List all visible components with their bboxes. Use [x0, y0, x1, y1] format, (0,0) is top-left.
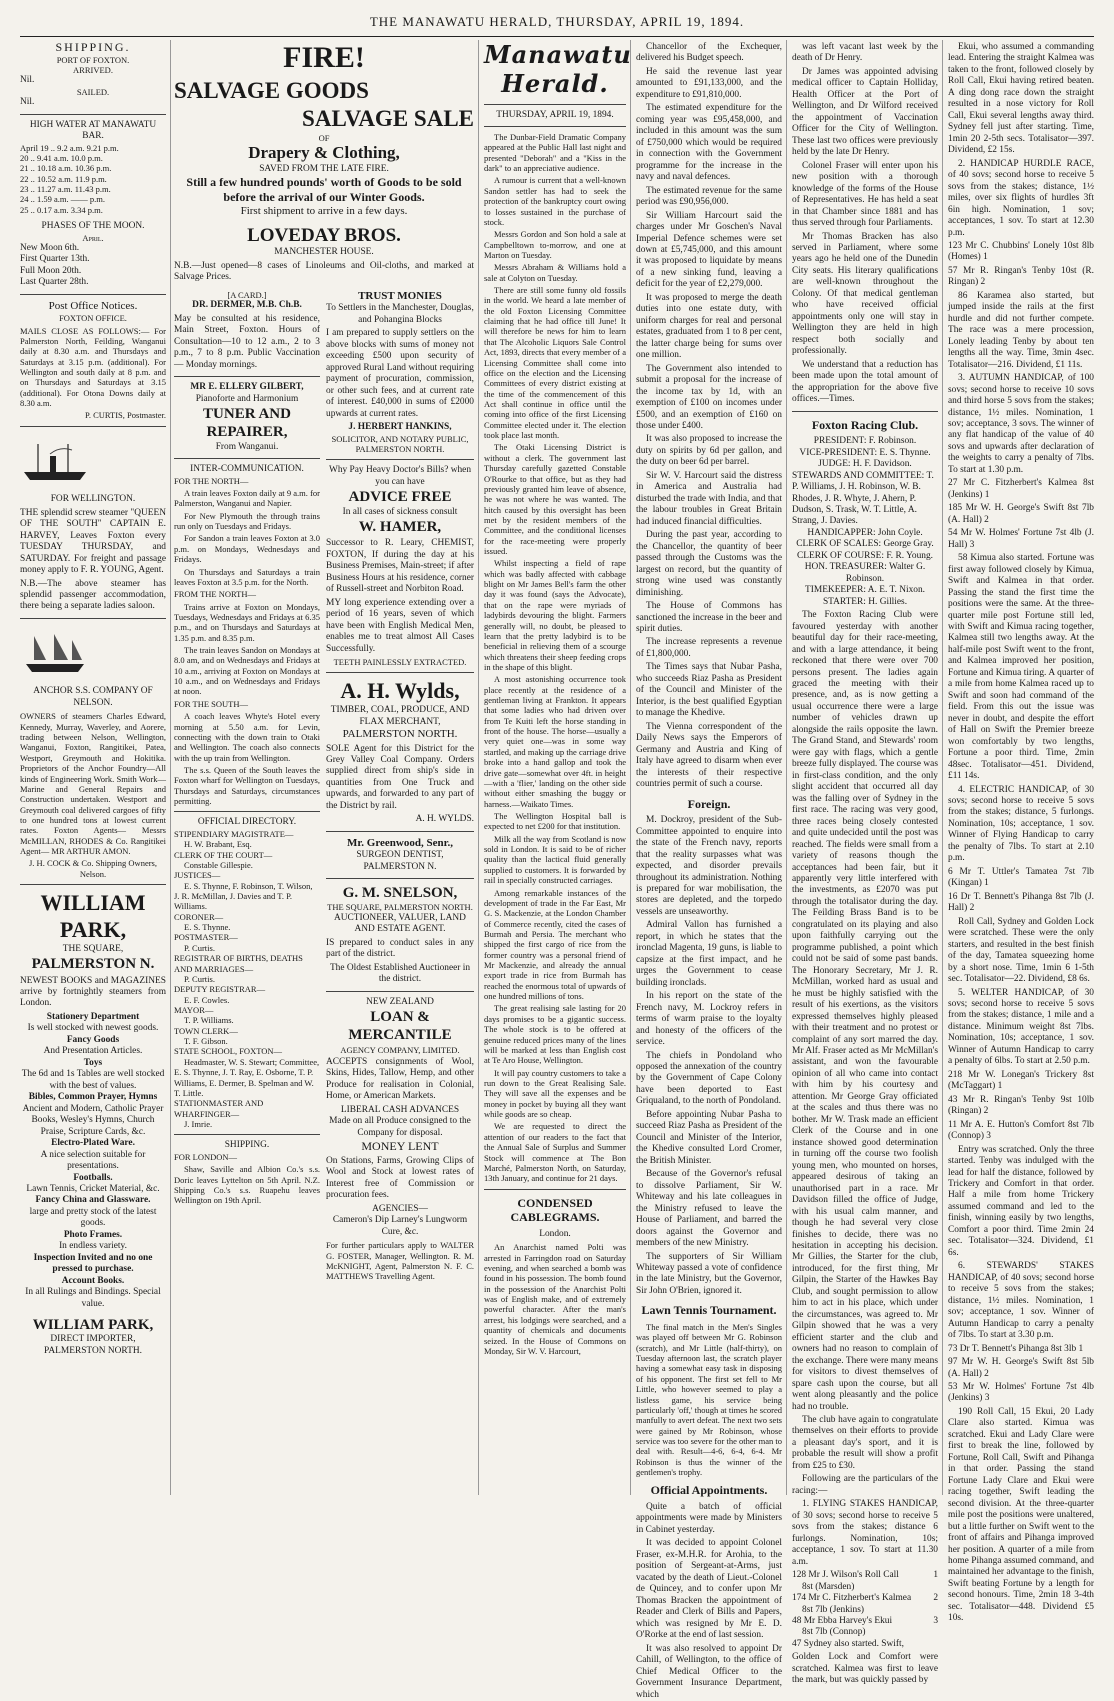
masthead-rule: [20, 36, 1094, 37]
foreign-title: Foreign.: [687, 796, 731, 811]
cablegrams-paragraph: An Anarchist named Polti was arrested in Farringdon road on Saturday evening, and when searched a bomb was found in his possession. The bomb found in the possession of the Anarchist Polti was of English make, and of extremely powerful character. After the man's arrest, his lodgings were searched, and a quantity of chemicals and documents seized. In the House of Commons on Monday, Sir W. V. Harcourt,: [484, 1242, 626, 1356]
money-lent: MONEY LENT: [361, 1139, 439, 1154]
officer: JUDGE: H. F. Davidson.: [818, 459, 912, 470]
race-paragraph: 190 Roll Call, 15 Ekui, 20 Lady Clare also started. Kimua was scratched. Ekui and Lady Clare were first to break the line, followed by Fortune, Roll Call, Swift and Pihanga in that order. Passing the stand Fortune Lady Clare and Ekui were racing together, Swift leading the second division. At the three-quarter mile post the positions were unaltered, but a little further on Swift went to the front of affairs and Pihanga improved her position. A quarter of a mile from home Pihanga assumed command, and maintained her advantage to the finish, Swift beating Fortune by a length for second honours. Time, 2min 18 3-4th sec. Totalisator—448. Dividend £5 10s.: [948, 1406, 1094, 1624]
manchester-house: MANCHESTER HOUSE.: [274, 247, 374, 258]
tide-row: 21 .. 10.18 a.m. 10.36 p.m.: [20, 163, 112, 174]
column-rule: [942, 40, 943, 1495]
drapery-heading: Drapery & Clothing,: [248, 143, 400, 163]
gilbert-trade: TUNER AND REPAIRER,: [203, 406, 291, 441]
news-paragraph: Messrs Gordon and Son hold a sale at Campbelltown to-morrow, and one at Marton on Tuesday.: [484, 229, 626, 260]
shipping2-body: Shaw, Saville and Albion Co.'s s.s. Doric leaves Lyttelton on 5th April. N.Z. Shipping Co.'s s.s. Ruapehu leaves Wellington on 19th April.: [174, 1164, 320, 1206]
greenwood-town: PALMERSTON N.: [363, 861, 437, 872]
race-entry: 48 Mr Ebba Harvey's Ekui 3: [792, 1615, 938, 1626]
shipping2-head: FOR LONDON—: [174, 1151, 238, 1162]
directory-entry: CLERK OF THE COURT— Constable Gillespie.: [174, 849, 273, 870]
news-paragraph: Dr James was appointed advising medical officer to Captain Holliday, Health Officer at the Port of Wellington, and Dr Wilford received the appointment of Vaccination Officer for the City of Wellington. These last two offices were previously held by the late Dr Henry.: [792, 66, 938, 158]
post-office-sub: FOXTON OFFICE.: [59, 313, 127, 324]
news-paragraph: A most astonishing occurrence took place recently at the residence of a gentleman living at Frankton. It appears that some ladies who had driven over from Te Kuiti left the horse standing in front of the house. The horse—usually a very quiet one—was in some way startled, and making up the carriage drive broke into a hand gallop and took the drive gate—somewhat over 4ft. in height—with a 'flier,' landing on the other side without either smashing the buggy or harness.—Waikato Times.: [484, 674, 626, 809]
shipping2-title: SHIPPING.: [224, 1140, 270, 1151]
park-item: Fancy China and Glassware. large and pretty stock of the latest goods.: [29, 1195, 157, 1229]
park-footer-town: PALMERSTON NORTH.: [44, 1345, 142, 1356]
cable-paragraph: It was also proposed to increase the duty on spirits by 6d per gallon, and the duty on beer 6d per barrel.: [636, 434, 782, 468]
cable-paragraph: The Government also intended to submit a proposal for the increase of the income tax by 1d, with an exemption of £100 on incomes under £500, and an exemption of £160 on those under £400.: [636, 363, 782, 431]
greenwood-sub: SURGEON DENTIST,: [356, 850, 444, 861]
divider: [20, 618, 166, 619]
divider: [174, 1134, 320, 1135]
race-report: The club have again to congratulate themselves on their efforts to provide a pleasant day's sport, and it is probable the result will show a profit from £25 to £30.: [792, 1415, 938, 1471]
cable-paragraph: It was proposed to merge the death duties into one estate duty, with uniform charges for real and personal estates, graduated from 1 to 8 per cent, the latter charge being for sums over one million.: [636, 292, 782, 361]
directory-entry: CORONER— E. S. Thynne.: [174, 911, 231, 933]
news-paragraph: There are still some funny old fossils in the world. We heard a late member of the old Foxton Licensing Committee claiming that he had office till June! It will therefore be news for him to learn that The Alcoholic Liquors Sale Control Act, 1893, directs that every member of a Licensing Committee shall come into office on the election and the Licensing Committees of every district existing at the time of the commencement of this Act shall continue in office until the coming into office of the first Licensing Committee elected under it. The election took place last month.: [484, 285, 626, 441]
race-entry: 128 Mr J. Wilson's Roll Call 1: [792, 1570, 938, 1581]
officer: HON. TREASURER: Walter G. Robinson.: [804, 562, 926, 584]
cablegrams-city: London.: [539, 1228, 571, 1239]
race-entry-detail: 8st (Marsden): [802, 1581, 855, 1592]
steamer-illustration: [20, 438, 90, 484]
divider: [20, 884, 166, 885]
divider: [484, 126, 626, 127]
nz-title: NEW ZEALAND: [366, 996, 434, 1007]
race-paragraph: 54 Mr W. Holmes' Fortune 7st 4lb (J. Hall) 3: [948, 528, 1094, 550]
news-paragraph: Whilst inspecting a field of rape which was badly affected with cabbage blight on Mr James Bell's farm the other day it was found (says the Advocate), that on the rape were myriads of ladybirds devouring the blight. Farmers generally will, no doubt, be pleased to learn that the pretty ladybird is to be beneficial in relieving them of a scourge which threatens their sheep feeding crops in the shape of this blight.: [484, 558, 626, 672]
wylds-name: A. H. Wylds,: [340, 678, 460, 704]
divider: [484, 1189, 626, 1190]
anchor-title: ANCHOR S.S. COMPANY OF NELSON.: [33, 686, 153, 708]
news-paragraph: We understand that a reduction has been made upon the total amount of the appropriation for the above five offices.—Times.: [792, 359, 938, 405]
divider: [326, 459, 474, 460]
post-office-title: Post Office Notices.: [48, 299, 138, 312]
race-paragraph: 6 Mr T. Uttler's Tamatea 7st 7lb (Kingan) 1: [948, 866, 1094, 889]
race-paragraph: 6. STEWARDS' STAKES HANDICAP, of 40 sovs; second horse to receive 5 sovs from the stakes; distance, 1½ miles. Nomination, 1 sov; acceptance, 1 sov. Winner of Autumn Handicap to carry a penalty of 7lbs. To start at 3.30 p.m.: [948, 1261, 1094, 1341]
north-item: For Sandon a train leaves Foxton at 3.0 p.m. on Mondays, Wednesdays and Fridays.: [174, 533, 320, 565]
shipping-title: SHIPPING.: [55, 40, 131, 54]
south-head: FOR THE SOUTH—: [174, 698, 248, 709]
race-paragraph: 218 Mr W. Lonegan's Trickery 8st (McTaggart) 1: [948, 1069, 1094, 1092]
port-label: PORT OF FOXTON.: [56, 54, 130, 65]
moon-title: PHASES OF THE MOON.: [41, 221, 145, 232]
race-paragraph: 5. WELTER HANDICAP, of 30 sovs; second horse to receive 5 sovs from the stakes; distance, 1 mile and a distance. Minimum weight 8st 7lbs. Nomination, 10s; acceptance, 1 sov. Winner of Autumn Handicap to carry a penalty of 6lbs. To start at 2.50 p.m.: [948, 987, 1094, 1067]
foreign-paragraph: The chiefs in Pondoland who opposed the annexation of the country by the Government of Cape Colony have been deported to East Griqualand, to the north of Pondoland.: [636, 1050, 782, 1107]
divider: [326, 991, 474, 992]
officer: VICE-PRESIDENT: E. S. Thynne.: [799, 447, 931, 458]
agencies-head: AGENCIES—: [372, 1203, 428, 1214]
divider: [20, 114, 166, 115]
news-paragraph: was left vacant last week by the death of Dr Henry.: [792, 42, 938, 64]
column-local-news: [484, 40, 632, 1495]
snelson-trade: AUCTIONEER, VALUER, LAND AND ESTATE AGENT.: [334, 912, 466, 935]
column-rule: [630, 40, 631, 1495]
cable-paragraph: The Vienna correspondent of the Daily News says the Emperors of Germany and Austria and King of Italy have agreed to disarm when ever the interests of their respective countries permit of such a course.: [636, 721, 782, 790]
tide-row: 25 .. 0.17 a.m. 3.34 p.m.: [20, 204, 103, 215]
divider: [326, 672, 474, 673]
directory-entry: MAYOR— T. P. Williams.: [174, 1005, 234, 1026]
news-paragraph: The Otaki Licensing District is without a clerk. The government last Thursday carefully gazetted Constable O'Rourke to that office, but as they had previously granted him leave of absence, he was not where he was wanted. The hitch caused by this oversight has been met by the resident members of the Committee, and the conditional licenses for the race-meeting were properly issued.: [484, 442, 626, 557]
park-footer-name: WILLIAM PARK,: [32, 1317, 154, 1334]
race-paragraph: 123 Mr C. Chubbins' Lonely 10st 8lb (Homes) 1: [948, 240, 1094, 263]
officer: STARTER: H. Gillies.: [822, 596, 908, 607]
salvage-advert: [174, 40, 474, 288]
race-report: The Foxton Racing Club were favoured yesterday with another beautiful day for their race-meeting, and with a large attendance, it being reckoned that there were over 700 persons present. The ladies again graced the meeting with their presence, and, as is now getting a usual occurrence there were a large number of vehicles drawn up alongside the rails opposite the lawn. The Grand Stand, and Stewards' room were gay with flags, which a gentle breeze fully displayed. The course was in first-class condition, and the only slight accident that occurred all day was the falling over of Sydney in the first race. The racing was very good, three races being closely contested and quite undecided until the post was reached. The fields were small from a variety of reasons though the acceptances had been fair, but it apparently very little interfered with the investments, as £2070 was put through the totalisator during the day. The Feilding Brass Band is to be congratulated on its playing and also upon faithfully carrying out the programme published, a point which could not be said of some past bands. The Honorary Secretary, Mr J. R. McMillan, worked hard as usual and he must be highly satisfied with the result of his exertions, as the visitors expressed themselves highly pleased with their treatment and no protest or complaint of any sort marred the day. Mr Alf. Fraser acted as Mr McMillan's assistant, and won the favourable opinion of all who came into contact with him by his courtesy and attention. Mr George Gray officiated at the scales and thus there was no bother. Mr W. Trask made an efficient Clerk of the Course and in one instance showed good determination in turning off the course two foolish young men, who mounted on horses, appeared desirous of taking an unauthorised part in a race. Mr Davidson filled the office of Judge, with his usual calm manner, and though he had several very close finishes to decide, there was no hesitation in accepting his decision. Mr Gillies, the Starter for the club, introduced, for the first thing, Mr Gilpin, the Starter of the Hawkes Bay Club, and sought permission to allow him to act in his place, which under the circumstances, was agreed to. Mr Gilpin showed that he was a very efficient starter and the club and owners had no reason to complain of the exchange. There were many means for visitors to divest themselves of spare cash upon the course, but all went along pleasantly and the police had no trouble.: [792, 610, 938, 1412]
racing-club-title: Foxton Racing Club.: [811, 417, 919, 432]
nz-made: Made on all Produce consigned to the Company for disposal.: [329, 1116, 471, 1138]
news-paragraph: Colonel Fraser will enter upon his new position with a thorough knowledge of the forms of the House of Representatives. He has held a seat in that Chamber since 1881 and has thus served through four Parliaments.: [792, 160, 938, 229]
directory-entry: TOWN CLERK— T. F. Gibson.: [174, 1025, 238, 1047]
cable-paragraph: The estimated revenue for the same period was £90,956,000.: [636, 185, 782, 208]
foreign-paragraph: Because of the Governor's refusal to dissolve Parliament, Sir W. Whiteway and his late colleagues in the Ministry refused to leave the House of Parliament, and barred the doors against the Governor and members of the new Ministry.: [636, 1169, 782, 1249]
officer: CLERK OF COURSE: F. R. Young.: [796, 550, 933, 561]
cable-paragraph: The Times says that Nubar Pasha, who succeeds Riaz Pasha as President of the Council and Minister of the Interior, is the best qualified Egyptian to manage the Khedive.: [636, 662, 782, 719]
park-item: Inspection Invited and no one pressed to purchase.: [33, 1252, 153, 1275]
column-race-results: [948, 40, 1094, 1624]
sailed-value: Nil.: [20, 97, 35, 108]
park-item: Account Books. In all Rulings and Bindings. Special value.: [25, 1275, 161, 1309]
trust-body: I am prepared to supply settlers on the above blocks with sums of money not exceeding £500 upon security of approved Rural Land without requiring payment of procuration, commission, or other such fees, and at current rate of interest. £40,000 in sums of £2000 upwards at current rates.: [326, 328, 474, 419]
appointments-title: Official Appointments.: [650, 1483, 768, 1498]
news-paragraph: The Dunbar-Field Dramatic Company appeared at the Public Hall last night and presented "Deborah" and a "Kiss in the dark" to an appreciative audience.: [484, 132, 626, 174]
nz-liberal: LIBERAL CASH ADVANCES: [340, 1104, 460, 1115]
tide-row: 20 .. 9.41 a.m. 10.0 p.m.: [20, 152, 103, 163]
gilbert-name: MR E. ELLERY GILBERT,: [190, 382, 304, 393]
salvage-sale: SALVAGE SALE: [302, 105, 474, 131]
directory-entry: STATIONMASTER AND WHARFINGER— J. Imrie.: [174, 1098, 264, 1129]
cablegrams-title: CONDENSED CABLEGRAMS.: [510, 1195, 600, 1225]
race-paragraph: 86 Karamea also started, but jumped inside the rails at the first hurdle and did not further compete. The race was a mere procession, Lonely leading Tenby by about ten lengths all the way. Time, 3min 4sec. Totalisator—216. Dividend, £1 11s.: [948, 290, 1094, 370]
nz-body: ACCEPTS consignments of Wool, Skins, Hides, Tallow, Hemp, and other Produce for realisation in Colonial, Home, or American Markets.: [326, 1057, 474, 1102]
wellington-body: THE splendid screw steamer "QUEEN OF THE SOUTH" CAPTAIN E. HARVEY, Leaves Foxton every TUESDAY THURSDAY, and SATURDAY. For freight and passage money apply to F. R. YOUNG, Agent.: [20, 507, 166, 576]
advice-free: ADVICE FREE: [348, 489, 452, 506]
advice-sub: In all cases of sickness consult: [342, 506, 458, 517]
tide-row: 23 .. 11.27 a.m. 11.43 p.m.: [20, 184, 111, 195]
park-item: Photo Frames. In endless variety.: [59, 1229, 127, 1252]
race-paragraph: 11 Mr A. E. Hutton's Comfort 8st 7lb (Connop) 3: [948, 1119, 1094, 1142]
agencies-body: Cameron's Dip Larney's Lungworm Cure, &c.: [332, 1215, 468, 1237]
gilbert-from: From Wanganui.: [215, 441, 279, 452]
race-heading: 1. FLYING STAKES HANDICAP, of 30 sovs; second horse to receive 5 sovs from the stakes; distance 6 furlongs. Nomination, 10s; acceptance, 1 sov. To start at 11.30 a.m.: [792, 1499, 938, 1567]
race-entry-detail: 8st 7lb (Connop): [802, 1627, 866, 1638]
race-report: Following are the particulars of the racing:—: [792, 1474, 938, 1496]
column-directory: [174, 290, 320, 1495]
officer: CLERK OF SCALES: George Gray.: [796, 539, 934, 550]
column-adverts: [326, 290, 474, 1495]
news-paragraph: The great realising sale lasting for 20 days promises to be a gigantic success. The whole stock is to be offered at genuine reduced prices many of the lines will be marked at less than English cost at Te Aro House, Wellington.: [484, 1003, 626, 1066]
park-intro: NEWEST BOOKS and MAGAZINES arrive by fortnightly steamers from London.: [20, 975, 166, 1009]
south-item: The s.s. Queen of the South leaves the Foxton wharf for Wellington on Tuesdays, Thursdays and Saturdays, circumstances permitting.: [174, 764, 320, 807]
nz-loan: LOAN & MERCANTILE: [348, 1009, 452, 1044]
hankins-name: J. HERBERT HANKINS,: [348, 422, 452, 433]
divider: [20, 294, 166, 295]
appointments-paragraph: Quite a batch of official appointments were made by Ministers in Cabinet yesterday.: [636, 1502, 782, 1535]
card-head: [A CARD.]: [227, 290, 267, 300]
directory-title: OFFICIAL DIRECTORY.: [197, 817, 297, 828]
column-cables: [636, 40, 782, 1700]
snelson-oldest: The Oldest Established Auctioneer in the district.: [329, 962, 471, 985]
tide-row: 24 .. 1.59 a.m. —— p.m.: [20, 194, 105, 205]
news-paragraph: The Wellington Hospital ball is expected to net £200 for that institution.: [484, 811, 626, 832]
divider: [326, 878, 474, 879]
foreign-paragraph: The supporters of Sir William Whiteway passed a vote of confidence in the late Ministry, but the Governor, Sir John O'Brien, ignored it.: [636, 1251, 782, 1296]
first-shipment: First shipment to arrive in a few days.: [240, 204, 408, 217]
moon-month: April.: [82, 232, 104, 243]
column-rule: [170, 40, 171, 1495]
dermer-body: May be consulted at his residence, Main Street, Foxton. Hours of Consultation—10 to 12 a.m., 2 to 3 p.m., 7 to 8 p.m. Public Vaccination — Monday mornings.: [174, 313, 320, 370]
race-entry: 47 Sydney also started. Swift,: [792, 1638, 904, 1649]
park-item: Bibles, Common Prayer, Hymns Ancient and Modern, Catholic Prayer Books, Wesley's Hymns, Church Praise, Scripture Cards, &c.: [22, 1092, 164, 1137]
loveday-note: N.B.—Just opened—8 cases of Linoleums and Oil-cloths, and marked at Salvage Prices.: [174, 260, 474, 283]
hamer-name: W. HAMER,: [358, 518, 442, 535]
from-north-head: FROM THE NORTH—: [174, 589, 256, 600]
paper-title: Manawatu Herald.: [484, 40, 632, 99]
trust-title: TRUST MONIES: [358, 290, 442, 302]
nz-sub: AGENCY COMPANY, LIMITED.: [340, 1044, 460, 1055]
race-paragraph: 4. ELECTRIC HANDICAP, of 30 sovs; second horse to receive 5 sovs from the stakes; distance, 5 furlongs. Nomination, 10s; acceptance, 1 sov. Winner of Flying Handicap to carry the penalty of 7lbs. To start at 2.10 p.m.: [948, 784, 1094, 864]
race-paragraph: 27 Mr C. Fitzherbert's Kalmea 8st (Jenkins) 1: [948, 478, 1094, 500]
tide-table: [20, 143, 166, 216]
race-entry: 174 Mr C. Fitzherbert's Kalmea 2: [792, 1593, 938, 1604]
appointments-paragraph: It was also resolved to appoint Dr Cahill, of Wellington, to the office of Chief Medical Officer to the Government Insurance Department, which: [636, 1643, 782, 1700]
wylds-sub: TIMBER, COAL, PRODUCE, AND FLAX MERCHANT,: [330, 705, 470, 727]
sailed-label: SAILED.: [76, 86, 110, 97]
wylds-body: SOLE Agent for this District for the Grey Valley Coal Company. Orders supplied direct from ship's side in quantities from One Truck and upwards, and forwarded to any part of the District by rail.: [326, 743, 474, 811]
column-shipping: [20, 40, 166, 1495]
race-tail: Golden Lock and Comfort were scratched. Kalmea was first to leave the mark, but was quickly passed by: [792, 1652, 938, 1686]
snelson-name: G. M. SNELSON,: [342, 885, 458, 902]
from-north-item: The train leaves Sandon on Mondays at 8.0 am, and on Wednesdays and Fridays at 10 a.m., arriving at Foxton on Mondays at 10 a.m., and on Wednesdays and Fridays at noon.: [174, 645, 320, 697]
anchor-sign: J. H. COCK & Co. Shipping Owners, Nelson.: [29, 858, 157, 879]
directory-entry: REGISTRAR OF BIRTHS, DEATHS AND MARRIAGES— P. Curtis.: [174, 953, 303, 984]
moon-phase: Last Quarter 28th.: [20, 277, 89, 288]
news-paragraph: Mr Thomas Bracken has also served in Parliament, where some years ago he held one of the Dunedin City seats. His literary qualifications are well-known throughout the Colony. Of that medical gentleman who have received official appointments only one will stay in Wellington they are held in high respect both socially and professionally.: [792, 231, 938, 357]
few-line: Still a few hundred pounds' worth of Goods to be sold before the arrival of our Winter Goods.: [186, 175, 462, 204]
masthead: THE MANAWATU HERALD, THURSDAY, APRIL 19, 1894.: [369, 14, 745, 29]
officer: HANDICAPPER: John Coyle.: [807, 527, 923, 538]
race-paragraph: 16 Dr T. Bennett's Pihanga 8st 7lb (J. Hall) 2: [948, 891, 1094, 914]
teeth-body: MY long experience extending over a period of 16 years, seven of which have been with English Medical Men, enables me to treat almost All Cases Successfully.: [326, 597, 474, 654]
park-item: Electro-Plated Ware. A nice selection suitable for presentations.: [40, 1138, 146, 1172]
foreign-paragraph: M. Dockroy, president of the Sub-Committee appointed to enquire into the state of the French navy, reports that the reality surpasses what was expected, and disorder prevails throughout its administration. Nothing is prepared for war mobilisation, the stores are depleted, and the torpedo vessels are unseaworthy.: [636, 815, 782, 917]
column-rule: [478, 40, 479, 1495]
directory-entry: POSTMASTER— P. Curtis.: [174, 932, 238, 953]
divider: [484, 104, 626, 105]
park-town: PALMERSTON N.: [31, 956, 155, 973]
loveday-name: LOVEDAY BROS.: [247, 224, 401, 246]
park-sub: THE SQUARE,: [62, 943, 124, 954]
wylds-town: PALMERSTON NORTH.: [342, 728, 458, 741]
directory-entry: DEPUTY REGISTRAR— E. F. Cowles.: [174, 984, 266, 1005]
hamer-body: Successor to R. Leary, CHEMIST, FOXTON, If during the day at his Business Premises, Main-street; if after Business Hours at his residence, corner of Russell-street and Norbiton Road.: [326, 538, 474, 595]
cable-paragraph: During the past year, according to the Chancellor, the quantity of beer passed through the Customs was the largest on record, but the quantity of strong wine used was constantly diminishing.: [636, 530, 782, 598]
wellington-note: N.B.—The above steamer has splendid passenger accommodation, there being a separate ladies saloon.: [20, 578, 166, 612]
south-item: A coach leaves Whyte's Hotel every morning at 5.50 a.m. for Levin, connecting with the down train to Otaki and Wellington. The coach also connects with the up train from Wellington.: [174, 711, 320, 763]
paper-date: THURSDAY, APRIL 19, 1894.: [496, 109, 614, 120]
highwater-title: HIGH WATER AT MANAWATU BAR.: [29, 119, 157, 142]
officer: TIMEKEEPER: A. E. T. Nixon.: [805, 585, 925, 596]
hankins-sub: SOLICITOR, AND NOTARY PUBLIC, PALMERSTON NORTH.: [331, 433, 469, 454]
divider: [326, 831, 474, 832]
news-paragraph: Messrs Abraham & Williams hold a sale at Colyton on Tuesday.: [484, 262, 626, 283]
moon-phase: Full Moon 20th.: [20, 265, 82, 276]
race-paragraph: 58 Kimua also started. Fortune was first away followed closely by Kimua, Swift and Kalmea in that order. Passing the stand the first time the positions were the same. At the three-quarter mile post Fortune still led, with Swift and Kimua racing together, Kalmea still two lengths away. At the half-mile post Swift went to the front, and Kalmea improved her position, Fortune and Kimua tiring. A quarter of a mile from home Kalmea raced up to Swift and soon had command of the field. From this out the issue was never in doubt, and despite the effort of Hall on Swift the Premier breeze won comfortably by two lengths, Fortune a poor third. Time, 2min 48sec. Totalisator—451. Dividend, £11 14s.: [948, 553, 1094, 782]
trust-sub: To Settlers in the Manchester, Douglas, and Pohangina Blocks: [326, 303, 474, 325]
park-item: Fancy Goods And Presentation Articles.: [43, 1034, 143, 1057]
moon-phase: First Quarter 13th.: [20, 254, 90, 265]
tennis-title: Lawn Tennis Tournament.: [641, 1303, 777, 1318]
divider: [174, 458, 320, 459]
race-paragraph: 2. HANDICAP HURDLE RACE, of 40 sovs; second horse to receive 5 sovs from the stakes; distance, 1½ miles, over six flights of hurdles 3ft 6in high. Nomination, 1 sov; acceptances, 1 sov. To start at 12.30 p.m.: [948, 158, 1094, 238]
north-item: For New Plymouth the through trains run only on Tuesdays and Fridays.: [174, 510, 320, 532]
divider: [174, 811, 320, 812]
race-paragraph: 53 Mr W. Holmes' Fortune 7st 4lb (Jenkins) 3: [948, 1381, 1094, 1404]
money-body: On Stations, Farms, Growing Clips of Wool and Stock at lowest rates of Interest free of Commission or procuration fees.: [326, 1155, 474, 1201]
race-paragraph: 97 Mr W. H. George's Swift 8st 5lb (A. Hall) 2: [948, 1357, 1094, 1379]
greenwood-name: Mr. Greenwood, Senr.,: [347, 836, 453, 849]
arrived-label: ARRIVED.: [73, 64, 113, 75]
foreign-paragraph: Before appointing Nubar Pasha to succeed Riaz Pasha as President of the Council and Minister of the Interior, the Khedive consulted Lord Cromer, the British Minister.: [636, 1109, 782, 1166]
directory-entry: JUSTICES— E. S. Thynne, F. Robinson, T. Wilson, J. R. McMillan, J. Davies and T. P. Williams.: [174, 870, 313, 912]
race-paragraph: 3. AUTUMN HANDICAP, of 100 sovs; second horse to receive 10 sovs and third horse 5 sovs from the stakes; distance, 1½ miles. Nomination, 1 sov; acceptance, 3 sovs. The winner of any flat handicap of the value of 40 sovs and upwards after declaration of the weights to carry a penalty of 7lbs. To start at 1.30 p.m.: [948, 373, 1094, 475]
north-head: FOR THE NORTH—: [174, 475, 249, 486]
gilbert-body: Pianoforte and Harmonium: [195, 393, 299, 404]
column-rule: [786, 40, 787, 1495]
race-paragraph: Entry was scratched. Only the three started. Tenby was indulged with the lead for half the distance, followed by Trickery and Comfort in that order. Half a mile from home Trickery assumed command and led to the finish, winning easily by two lengths, Comfort a poor third. Time 2min 24 sec. Totalisator—324. Dividend, £1 6s.: [948, 1144, 1094, 1258]
north-item: On Thursdays and Saturdays a train leaves Foxton at 3.5 p.m. for the North.: [174, 566, 320, 587]
foreign-paragraph: Admiral Vallon has furnished a report, in which he states that the ironclad Magenta, 19 guns, is liable to capsize at the first impact, and he urges the Government to cease building ironclads.: [636, 920, 782, 988]
cable-paragraph: The House of Commons has sanctioned the increase in the beer and spirit duties.: [636, 601, 782, 634]
of-label: OF: [318, 132, 330, 143]
park-item: Footballs. Lawn Tennis, Cricket Material, &c.: [26, 1172, 160, 1194]
cable-paragraph: The increase represents a revenue of £1,800,000.: [636, 637, 782, 659]
directory-entry: STIPENDIARY MAGISTRATE— H. W. Brabant, Esq.: [174, 828, 294, 850]
cable-paragraph: Sir W. V. Harcourt said the distress in America and Australia had disturbed the trade with India, and that the labour troubles in Great Britain had induced financial difficulties.: [636, 470, 782, 527]
salvage-goods: SALVAGE GOODS: [174, 77, 369, 103]
moon-phase: New Moon 6th.: [20, 242, 80, 253]
cable-paragraph: The estimated expenditure for the coming year was £95,458,000, and included in this amount was the sum of £750,000 which would be required in connection with the Government programme for the increase in the navy and naval defences.: [636, 103, 782, 183]
race-paragraph: 185 Mr W. H. George's Swift 8st 7lb (A. Hall) 2: [948, 503, 1094, 525]
race-paragraph: 43 Mr R. Ringan's Tenby 9st 10lb (Ringan) 2: [948, 1094, 1094, 1117]
north-item: A train leaves Foxton daily at 9 a.m. for Palmerston, Wanganui and Napier.: [174, 488, 320, 509]
foreign-paragraph: In his report on the state of the French navy, M. Lockroy refers in terms of warm praise to the loyalty and honesty of the officers of the service.: [636, 991, 782, 1048]
race-paragraph: Ekui, who assumed a commanding lead. Entering the straight Kalmea was taken to the front, followed closely by Roll Call, Ekui having retired beaten. A ding dong race down the straight resulted in a nose victory for Roll Call, Ekui several lengths away third. Sydney fell just after starting. Time, 1min 20 2-5th secs. Totalisator—397. Dividend, £2 15s.: [948, 42, 1094, 156]
cable-paragraph: He said the revenue last year amounted to £91,133,000, and the expenditure to £91,810,000.: [636, 66, 782, 100]
news-paragraph: We are requested to direct the attention of our readers to the fact that the Annual Sale of Surplus and Summer Stock will commence at The Bon Marché, Palmerston North, on Saturday, 13th January, and continue for 21 days.: [484, 1121, 626, 1184]
tide-row: 22 .. 10.52 a.m. 11.9 p.m.: [20, 173, 107, 184]
race-paragraph: 57 Mr R. Ringan's Tenby 10st (R. Ringan) 2: [948, 265, 1094, 288]
park-footer-trade: DIRECT IMPORTER,: [50, 1334, 136, 1345]
race-paragraph: 73 Dr T. Bennett's Pihanga 8st 3lb 1: [948, 1343, 1084, 1354]
saved-line: SAVED FROM THE LATE FIRE.: [259, 163, 389, 174]
race-paragraph: Roll Call, Sydney and Golden Lock were scratched. These were the only starters, and resulted in the best finish of the day, Tamatea squeezing home by a short nose. Time, 1min 6 1-5th sec. Totalisator—22. Dividend, £8 6s.: [948, 916, 1094, 985]
column-racing-club: [792, 40, 938, 1686]
postmaster-sign: P. CURTIS, Postmaster.: [85, 410, 166, 421]
park-item: Stationery Department Is well stocked with newest goods.: [27, 1011, 159, 1034]
teeth-line: TEETH PAINLESSLY EXTRACTED.: [333, 656, 467, 667]
snelson-sub: THE SQUARE, PALMERSTON NORTH.: [327, 902, 473, 913]
inter-title: INTER-COMMUNICATION.: [190, 464, 304, 475]
divider: [792, 411, 938, 412]
wylds-sign: A. H. WYLDS.: [415, 814, 474, 825]
why-line: Why Pay Heavy Doctor's Bills? when you can have: [328, 465, 472, 487]
snelson-body: IS prepared to conduct sales in any part of the district.: [326, 937, 474, 960]
news-paragraph: Milk all the way from Scotland is now sold in London. It is said to be of richer quality than the lactical fluid generally supplied to customers. It is forwarded by rail in specially constructed carriages.: [484, 833, 626, 886]
news-paragraph: A rumour is current that a well-known Sandon settler has had to seek the protection of the bankruptcy court owing to losses sustained in the purchase of stock.: [484, 175, 626, 227]
race-entry-detail: 8st 7lb (Jenkins): [802, 1604, 864, 1615]
park-title: WILLIAM PARK,: [40, 890, 146, 942]
tide-row: April 19 .. 9.2 a.m. 9.21 p.m.: [20, 142, 119, 153]
officer: STEWARDS AND COMMITTEE: T. P. Williams, J. H. Robinson, W. B. Rhodes, J. R. Whyte, J. Ahern, P. Dudson, S. Trask, W. T. Little, A. Strang, J. Davies.: [792, 470, 934, 527]
fire-headline: FIRE!: [283, 41, 365, 74]
appointments-paragraph: It was decided to appoint Colonel Fraser, ex-M.H.R. for Arohia, to the position of Sergeant-at-Arms, just vacated by the death of Lieut.-Colonel de Quincey, and to confer upon Mr Thomas Bracken the appointment of Reader and Clerk of Bills and Papers, which was resigned by Mr E. D. O'Rorke at the end of last session.: [636, 1538, 782, 1641]
tennis-paragraph: The final match in the Men's Singles was played off between Mr G. Robinson (scratch), and Mr Little (half-thirty), on Tuesday afternoon last, the scratch player having a somewhat easy task in disposing of his opponent. The first set fell to Mr Little, who however seemed to play a listless game, his service being particularly 'off,' though at times he scored manfully to avert defeat. The next two sets were gained by Mr Robinson, whose service was too severe for the other man to deal with. Result—4-6, 6-4, 6-4. Mr Robinson is thus the winner of the gentlemen's trophy.: [636, 1322, 782, 1478]
cable-paragraph: Sir William Harcourt said the charges under Mr Goschen's Naval Imperial Defence schemes were set down at £5,745,000, and this amount it was proposed to liquidate by means of a new sinking fund, leaving a deficit for the year of £2,279,000.: [636, 210, 782, 290]
news-paragraph: It will pay country customers to take a run down to the Great Realising Sale. They will save all the expenses and be money in pocket by buying all they want while goods are so cheap.: [484, 1067, 626, 1120]
further-particulars: For further particulars apply to WALTER G. FOSTER, Manager, Wellington. R. M. McKNIGHT, Agent, Palmerston N. F. C. MATTHEWS Travelling Agent.: [326, 1240, 474, 1282]
divider: [20, 426, 166, 427]
sailing-ship-illustration: [20, 630, 90, 676]
wellington-title: FOR WELLINGTON.: [50, 494, 136, 505]
park-item: Toys The 6d and 1s Tables are well stocked with the best of values.: [21, 1057, 165, 1091]
divider: [174, 376, 320, 377]
dermer-name: DR. DERMER, M.B. Ch.B.: [192, 300, 302, 311]
arrived-value: Nil.: [20, 75, 35, 86]
from-north-item: Trains arrive at Foxton on Mondays, Tuesdays, Wednesdays and Fridays at 6.35 p.m., and on Thursdays and Saturdays at 1.35 p.m. and 8.35 p.m.: [174, 601, 320, 643]
directory-entry: STATE SCHOOL, FOXTON— Headmaster, W. S. Stewart; Committee, E. S. Thynne, J. T. Ray, E. Osborne, T. P. Williams, E. Dermer, B. Spelman and W. T. Little.: [174, 1046, 320, 1098]
cable-paragraph: Chancellor of the Exchequer, delivered his Budget speech.: [636, 42, 782, 64]
anchor-body: OWNERS of steamers Charles Edward, Kennedy, Murray, Waverley, and Aorere, trading between Nelson, Wellington, Wanganui, Foxton, Rangitikei, Patea, Westport, Greymouth and Hokitika. Proprietors of the Anchor Foundry—All kinds of Engineering Work. Smith Work—Marine and General Repairs and Construction undertaken. Westport and Greymouth coal delivered cargoes of fifty to one hundred tons at lowest current rates. Foxton Agents— Messrs McMILLAN, RHODES & Co. Rangitikei Agent— MR ARTHUR AMON.: [20, 711, 166, 857]
officer: PRESIDENT: F. Robinson.: [813, 436, 917, 447]
mail-times: MAILS CLOSE AS FOLLOWS:— For Palmerston North, Feilding, Wanganui daily at 8.30 a.m. and Thursdays and Saturdays at 3.15 p.m. (additional). For Wellington and south daily at 8 p.m. and on Thursdays and Saturdays at 3.15 (additional). For Otona Downs daily at 8.30 a.m.: [20, 325, 166, 409]
news-paragraph: Among remarkable instances of the development of trade in the Far East, Mr G. S. Mackenzie, at the London Chamber of Commerce recently, cited the cases of Burmah and Persia. The merchant who shipped the first cargo of rice from the former country was a personal friend of Mr Mackenzie, and already the annual export trade in rice from Burmah has reached the enormous total of upwards of one hundred millions of tons.: [484, 887, 626, 1002]
